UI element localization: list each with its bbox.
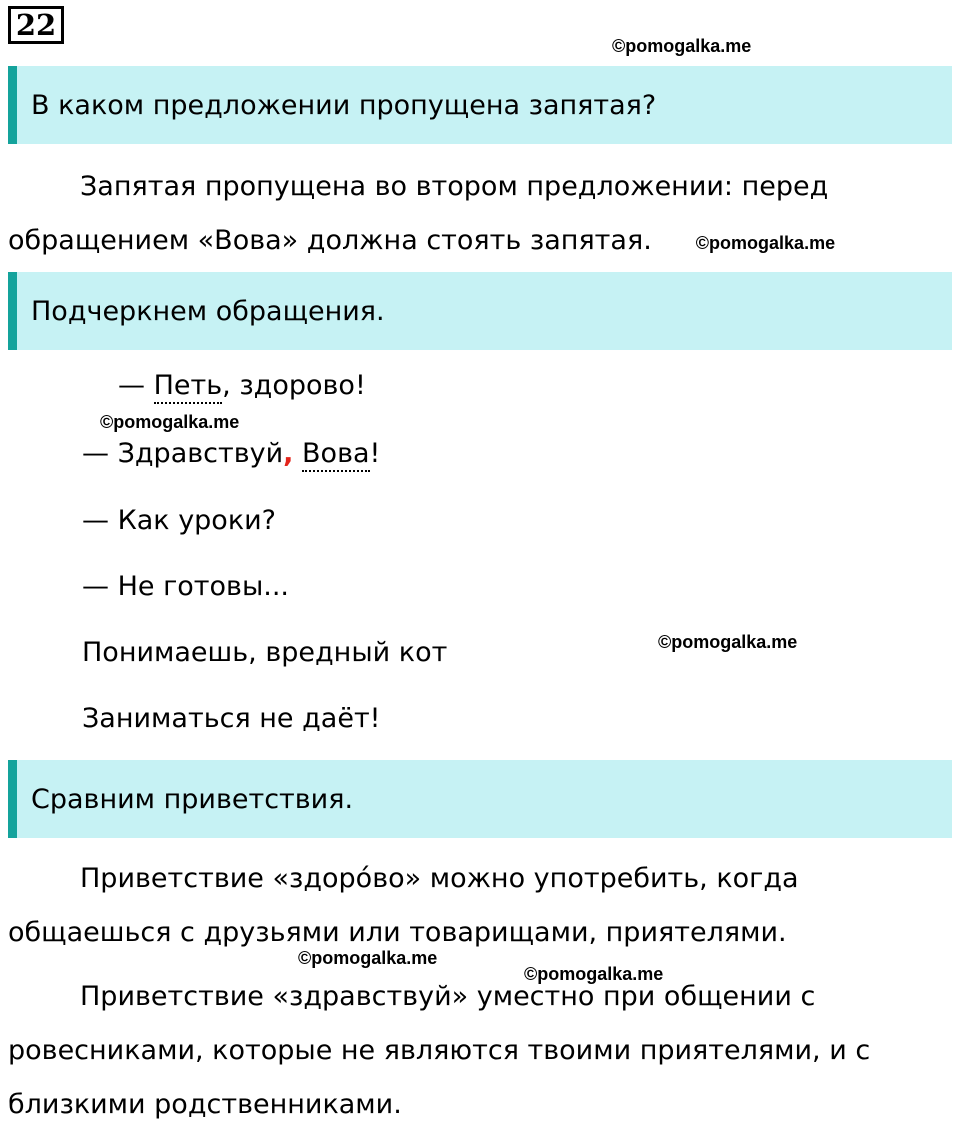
dialogue-line-5: Понимаешь, вредный кот bbox=[82, 637, 448, 668]
watermark: ©pomogalka.me bbox=[658, 632, 798, 652]
section-2-title: Подчеркнем обращения. bbox=[31, 295, 385, 327]
section-3-title: Сравним приветствия. bbox=[31, 783, 354, 815]
dialogue-line-6: Заниматься не даёт! bbox=[82, 703, 381, 734]
watermark: ©pomogalka.me bbox=[298, 948, 438, 968]
line-2-end: ! bbox=[369, 438, 381, 469]
section-1-title: В каком предложении пропущена запятая? bbox=[31, 89, 657, 121]
watermark: ©pomogalka.me bbox=[612, 36, 752, 56]
answer-text: Запятая пропущена во втором предложении: перед обращением «Вова» должна стоять запятая. bbox=[8, 171, 829, 256]
address-vova: Вова bbox=[302, 438, 370, 472]
inserted-comma: , bbox=[283, 438, 294, 469]
section-3-banner bbox=[8, 760, 952, 838]
line-2-start: — Здравствуй bbox=[82, 438, 284, 469]
line-1-rest: , здорово! bbox=[222, 370, 366, 401]
section-1-answer bbox=[8, 160, 952, 270]
watermark: ©pomogalka.me bbox=[695, 233, 836, 253]
address-petya: Петь bbox=[154, 370, 223, 404]
task-number: 22 bbox=[8, 6, 64, 44]
dialogue-line-4: — Не готовы... bbox=[82, 571, 290, 602]
section-3-paragraph-1: Приветствие «здоро́во» можно употребить, когда общаешься с друзьями или товарищами, приятелями. bbox=[8, 863, 799, 948]
dialogue-line-2 bbox=[82, 438, 380, 469]
dialogue-line-1 bbox=[118, 370, 366, 401]
section-1-banner bbox=[8, 66, 952, 144]
watermark: ©pomogalka.me bbox=[524, 964, 664, 984]
dialogue-line-3: — Как уроки? bbox=[82, 505, 277, 536]
space bbox=[293, 438, 302, 469]
section-2-banner bbox=[8, 272, 952, 350]
section-3-paragraph-2: Приветствие «здравствуй» уместно при общении с ровесниками, которые не являются твоими приятелями, и с близкими родственниками. bbox=[8, 981, 871, 1120]
dash: — bbox=[118, 370, 154, 401]
watermark: ©pomogalka.me bbox=[100, 412, 240, 432]
